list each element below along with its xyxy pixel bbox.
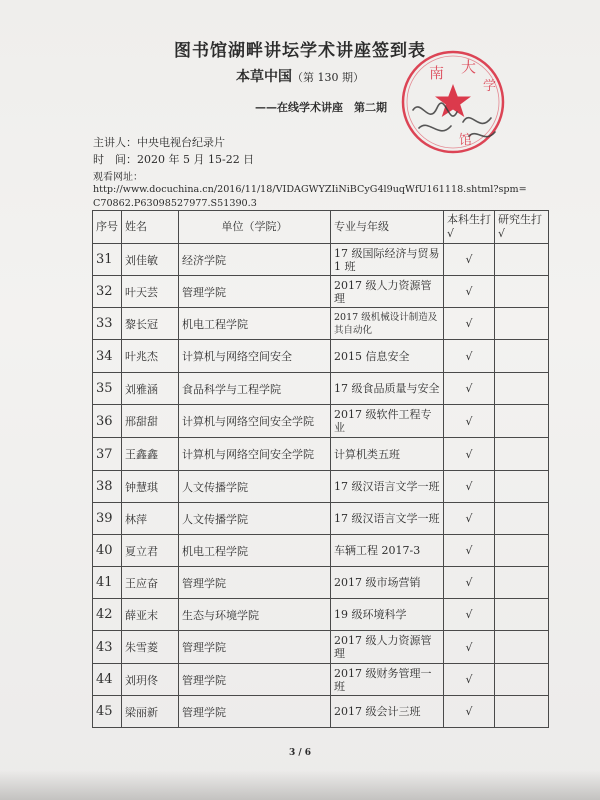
row-number: 40 (93, 535, 122, 567)
row-graduate-check (495, 599, 549, 631)
row-graduate-check (495, 696, 549, 728)
row-undergraduate-check: √ (444, 664, 495, 696)
row-major: 2017 级人力资源管理 (331, 276, 444, 308)
row-graduate-check (495, 276, 549, 308)
row-major: 2017 级机械设计制造及其自动化 (331, 308, 444, 340)
row-undergraduate-check: √ (444, 276, 495, 308)
row-name: 刘玥佟 (122, 664, 179, 696)
table-row (93, 664, 549, 696)
row-undergraduate-check: √ (444, 599, 495, 631)
row-name: 钟慧琪 (122, 471, 179, 503)
table-row (93, 405, 549, 438)
row-graduate-check (495, 631, 549, 664)
table-row (93, 244, 549, 276)
row-name: 叶天芸 (122, 276, 179, 308)
row-undergraduate-check: √ (444, 567, 495, 599)
row-name: 梁丽新 (122, 696, 179, 728)
signin-table (92, 210, 549, 728)
row-number: 45 (93, 696, 122, 728)
row-major: 17 级汉语言文学一班 (331, 471, 444, 503)
row-major: 车辆工程 2017-3 (331, 535, 444, 567)
row-unit: 人文传播学院 (179, 471, 331, 503)
seal-char-4: 馆 (459, 133, 473, 148)
official-seal-stamp (399, 48, 507, 156)
row-number: 33 (93, 308, 122, 340)
row-name: 黎长冠 (122, 308, 179, 340)
table-row (93, 438, 549, 471)
row-major: 2017 级市场营销 (331, 567, 444, 599)
row-unit: 计算机与网络空间安全 (179, 340, 331, 373)
row-unit: 管理学院 (179, 664, 331, 696)
row-name: 夏立君 (122, 535, 179, 567)
session-label: ——在线学术讲座 第二期 (255, 101, 387, 114)
row-graduate-check (495, 471, 549, 503)
row-unit: 管理学院 (179, 276, 331, 308)
row-name: 朱雪菱 (122, 631, 179, 664)
column-header-number: 序号 (93, 211, 122, 244)
row-graduate-check (495, 664, 549, 696)
row-number: 32 (93, 276, 122, 308)
row-graduate-check (495, 405, 549, 438)
row-undergraduate-check: √ (444, 471, 495, 503)
page-indicator: 3 / 6 (288, 748, 312, 758)
row-unit: 机电工程学院 (179, 535, 331, 567)
row-name: 刘佳敏 (122, 244, 179, 276)
row-name: 叶兆杰 (122, 340, 179, 373)
table-row (93, 373, 549, 405)
row-major: 2017 级软件工程专业 (331, 405, 444, 438)
row-undergraduate-check: √ (444, 405, 495, 438)
time-line: 时 间：2020 年 5 月 15-22 日 (93, 153, 255, 166)
row-unit: 食品科学与工程学院 (179, 373, 331, 405)
row-number: 42 (93, 599, 122, 631)
row-unit: 管理学院 (179, 696, 331, 728)
row-graduate-check (495, 244, 549, 276)
row-number: 31 (93, 244, 122, 276)
column-header-major: 专业与年级 (331, 211, 444, 244)
seal-char-2: 大 (461, 58, 477, 76)
row-unit: 人文传播学院 (179, 503, 331, 535)
row-number: 43 (93, 631, 122, 664)
row-major: 2017 级会计三班 (331, 696, 444, 728)
row-name: 邢甜甜 (122, 405, 179, 438)
row-number: 44 (93, 664, 122, 696)
table-header-row (93, 211, 549, 244)
row-major: 2017 级财务管理一班 (331, 664, 444, 696)
url-label: 观看网址： (93, 172, 143, 183)
row-unit: 生态与环境学院 (179, 599, 331, 631)
row-major: 19 级环境科学 (331, 599, 444, 631)
table-row (93, 696, 549, 728)
row-graduate-check (495, 503, 549, 535)
table-row (93, 471, 549, 503)
row-name: 林萍 (122, 503, 179, 535)
row-graduate-check (495, 535, 549, 567)
row-graduate-check (495, 308, 549, 340)
column-header-name: 姓名 (122, 211, 179, 244)
seal-star-icon (435, 84, 471, 117)
column-header-undergraduate: 本科生打 √ (444, 211, 495, 244)
column-header-graduate: 研究生打 √ (495, 211, 549, 244)
row-name: 王应奋 (122, 567, 179, 599)
row-undergraduate-check: √ (444, 340, 495, 373)
row-undergraduate-check: √ (444, 535, 495, 567)
row-graduate-check (495, 438, 549, 471)
row-number: 36 (93, 405, 122, 438)
seal-char-1: 南 (429, 64, 445, 82)
table-body (93, 244, 549, 728)
row-major: 2015 信息安全 (331, 340, 444, 373)
row-graduate-check (495, 340, 549, 373)
row-name: 薛亚末 (122, 599, 179, 631)
row-undergraduate-check: √ (444, 308, 495, 340)
document-title: 图书馆湖畔讲坛学术讲座签到表 (174, 41, 426, 61)
url-text: http://www.docuchina.cn/2016/11/18/VIDAGWYZIiNiBCyG4l9uqWfU161118.shtml?spm=C70862.P63098527977.S51390.3 (93, 184, 527, 209)
row-major: 计算机类五班 (331, 438, 444, 471)
row-name: 王鑫鑫 (122, 438, 179, 471)
column-header-unit: 单位（学院） (179, 211, 331, 244)
row-graduate-check (495, 373, 549, 405)
issue-number: （第 130 期） (292, 71, 364, 84)
seal-char-3: 学 (483, 79, 497, 94)
table-row (93, 340, 549, 373)
row-name: 刘雅涵 (122, 373, 179, 405)
row-undergraduate-check: √ (444, 438, 495, 471)
table-row (93, 276, 549, 308)
row-undergraduate-check: √ (444, 373, 495, 405)
row-undergraduate-check: √ (444, 631, 495, 664)
row-unit: 管理学院 (179, 631, 331, 664)
speaker-line: 主讲人：中央电视台纪录片 (93, 136, 225, 149)
row-number: 38 (93, 471, 122, 503)
table-row (93, 535, 549, 567)
row-number: 34 (93, 340, 122, 373)
row-major: 2017 级人力资源管理 (331, 631, 444, 664)
lecture-subtitle (0, 66, 600, 86)
row-major: 17 级汉语言文学一班 (331, 503, 444, 535)
row-number: 35 (93, 373, 122, 405)
row-unit: 经济学院 (179, 244, 331, 276)
table-row (93, 503, 549, 535)
row-major: 17 级国际经济与贸易 1 班 (331, 244, 444, 276)
row-undergraduate-check: √ (444, 696, 495, 728)
row-unit: 管理学院 (179, 567, 331, 599)
row-number: 37 (93, 438, 122, 471)
lecture-name: 本草中国 (236, 69, 292, 85)
table-row (93, 308, 549, 340)
row-undergraduate-check: √ (444, 244, 495, 276)
row-number: 39 (93, 503, 122, 535)
table-row (93, 567, 549, 599)
table-row (93, 631, 549, 664)
row-graduate-check (495, 567, 549, 599)
row-undergraduate-check: √ (444, 503, 495, 535)
row-major: 17 级食品质量与安全 (331, 373, 444, 405)
row-unit: 计算机与网络空间安全学院 (179, 405, 331, 438)
table-row (93, 599, 549, 631)
row-number: 41 (93, 567, 122, 599)
photo-shadow (0, 770, 600, 800)
row-unit: 机电工程学院 (179, 308, 331, 340)
row-unit: 计算机与网络空间安全学院 (179, 438, 331, 471)
